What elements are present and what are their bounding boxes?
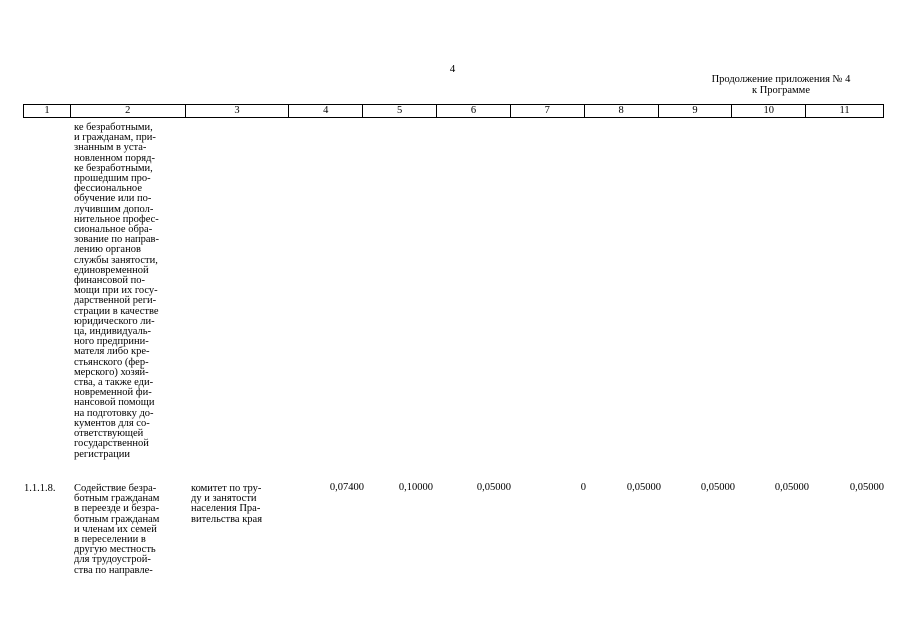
- column-header-8: 8: [585, 105, 659, 117]
- column-header-3: 3: [186, 105, 290, 117]
- column-header-9: 9: [659, 105, 733, 117]
- column-header-6: 6: [437, 105, 511, 117]
- column-header-4: 4: [289, 105, 363, 117]
- column-header-5: 5: [363, 105, 437, 117]
- appendix-continuation-note: [640, 74, 905, 96]
- value-col-6: 0,05000: [476, 482, 511, 493]
- page-number: 4: [449, 63, 456, 75]
- value-col-5: 0,10000: [398, 482, 433, 493]
- appendix-note-line-1: Продолжение приложения № 4: [711, 74, 851, 85]
- continued-measure-description: ке безработными, и гражданам, при- знанным в уста- новленном поряд- ке безработными, прошедшим про- фессиональное обучение или по- лучившим допол- нительное профес- сиональное обра- зование по направ- лению органов службы занятости, единовременной финансовой по- мощи при их госу- дарственной реги- страции в качестве юридического ли- ца, индивидуаль- ного предприни- мателя либо кре- стьянского (фер- мерского) хозяй- ства, а также еди- новременной фи- нансовой помощи на подготовку до- кументов для со- ответствующей государственной регистрации: [74, 122, 159, 460]
- column-header-2: 2: [71, 105, 186, 117]
- value-col-8: 0,05000: [626, 482, 661, 493]
- appendix-note-line-2: к Программе: [752, 85, 810, 96]
- column-header-10: 10: [732, 105, 806, 117]
- value-col-10: 0,05000: [774, 482, 809, 493]
- value-col-7: 0: [580, 482, 586, 493]
- value-col-9: 0,05000: [700, 482, 735, 493]
- value-col-11: 0,05000: [849, 482, 884, 493]
- measure-description: Содействие безра- ботным гражданам в переезде и безра- ботным гражданам и членам их семей в переселении в другую местность для трудоустрой- ства по направле-: [74, 483, 160, 576]
- column-header-1: 1: [24, 105, 71, 117]
- value-col-4: 0,07400: [329, 482, 364, 493]
- column-number-header-row: [23, 104, 884, 118]
- column-header-7: 7: [511, 105, 585, 117]
- column-header-11: 11: [839, 105, 850, 116]
- responsible-executor: комитет по тру- ду и занятости населения Пра- вительства края: [191, 483, 263, 525]
- row-number: 1.1.1.8.: [24, 483, 56, 494]
